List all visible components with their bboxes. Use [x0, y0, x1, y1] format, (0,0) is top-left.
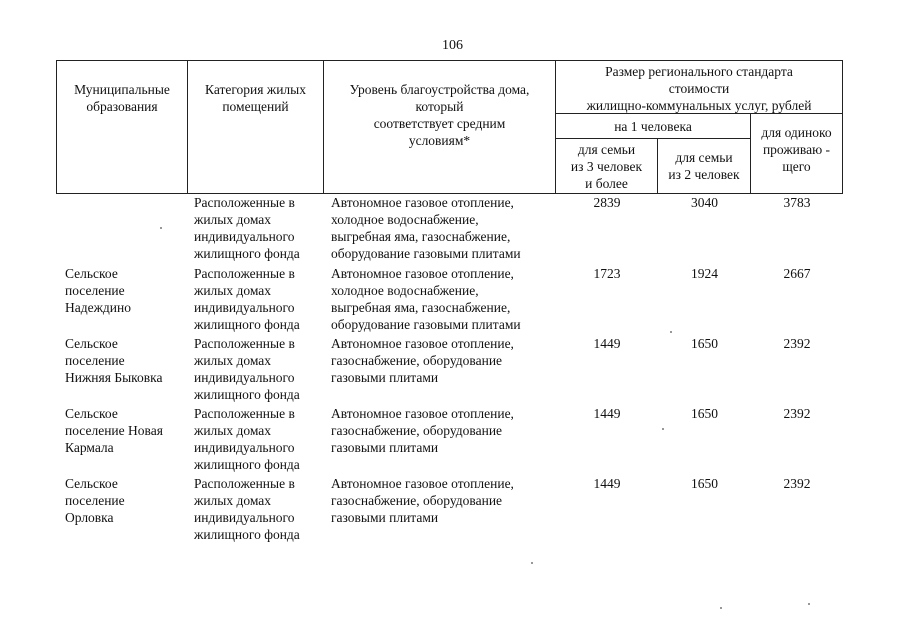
header-family3: [555, 138, 658, 194]
scan-speck: [670, 331, 672, 333]
row-value-family3: 2839: [593, 195, 621, 210]
row-level: Автономное газовое отопление, газоснабжение, оборудование газовыми плитами: [331, 476, 514, 525]
row-municipal: Сельское поселение Орловка: [65, 476, 125, 525]
scan-speck: [662, 428, 664, 430]
header-per-person: [555, 113, 751, 139]
scan-speck: [531, 562, 533, 564]
row-value-family2: 1650: [691, 406, 718, 421]
row-level: Автономное газовое отопление, газоснабжение, оборудование газовыми плитами: [331, 336, 514, 385]
page-number: 106: [442, 38, 463, 53]
row-category: Расположенные в жилых домах индивидуального жилищного фонда: [194, 406, 300, 472]
row-category: Расположенные в жилых домах индивидуального жилищного фонда: [194, 476, 300, 542]
header-category-text: Категория жилых помещений: [205, 82, 306, 114]
scan-speck: [720, 607, 722, 609]
header-single: [750, 113, 843, 194]
header-family3-text: для семьи из 3 человек и более: [570, 142, 643, 191]
header-category: [187, 60, 324, 194]
row-value-family3: 1449: [593, 336, 621, 351]
row-value-family2: 1924: [691, 266, 718, 281]
row-municipal: Сельское поселение Новая Кармала: [65, 406, 163, 455]
header-municipal: [56, 60, 188, 194]
header-family2: [657, 138, 751, 194]
row-category: Расположенные в жилых домах индивидуального жилищного фонда: [194, 266, 300, 332]
row-level: Автономное газовое отопление, газоснабжение, оборудование газовыми плитами: [331, 406, 514, 455]
row-value-single: 2667: [783, 266, 811, 281]
row-value-family2: 1650: [691, 476, 718, 491]
row-municipal: Сельское поселение Нижняя Быковка: [65, 336, 163, 385]
row-category: Расположенные в жилых домах индивидуального жилищного фонда: [194, 195, 300, 261]
row-value-single: 2392: [783, 406, 811, 421]
header-per-person-text: на 1 человека: [614, 119, 692, 134]
row-value-family3: 1449: [593, 476, 621, 491]
header-standard-text: Размер регионального стандарта стоимости жилищно-коммунальных услуг, рублей: [586, 64, 812, 113]
row-value-single: 2392: [783, 336, 811, 351]
row-level: Автономное газовое отопление, холодное водоснабжение, выгребная яма, газоснабжение, оборудование газовыми плитами: [331, 266, 521, 332]
header-standard: [555, 60, 843, 114]
row-value-family2: 3040: [691, 195, 718, 210]
header-single-text: для одиноко проживаю - щего: [761, 125, 832, 174]
row-value-single: 2392: [783, 476, 811, 491]
row-municipal: Сельское поселение Надеждино: [65, 266, 131, 315]
header-level-text: Уровень благоустройства дома, который соответствует средним условиям*: [349, 82, 530, 148]
header-family2-text: для семьи из 2 человек: [668, 150, 740, 182]
row-value-family2: 1650: [691, 336, 718, 351]
scan-speck: [160, 227, 162, 229]
row-value-single: 3783: [783, 195, 811, 210]
row-value-family3: 1449: [593, 406, 621, 421]
row-value-family3: 1723: [593, 266, 621, 281]
header-level: [323, 60, 556, 194]
row-level: Автономное газовое отопление, холодное водоснабжение, выгребная яма, газоснабжение, оборудование газовыми плитами: [331, 195, 521, 261]
header-municipal-text: Муниципальные образования: [74, 82, 170, 114]
scan-speck: [808, 603, 810, 605]
row-category: Расположенные в жилых домах индивидуального жилищного фонда: [194, 336, 300, 402]
